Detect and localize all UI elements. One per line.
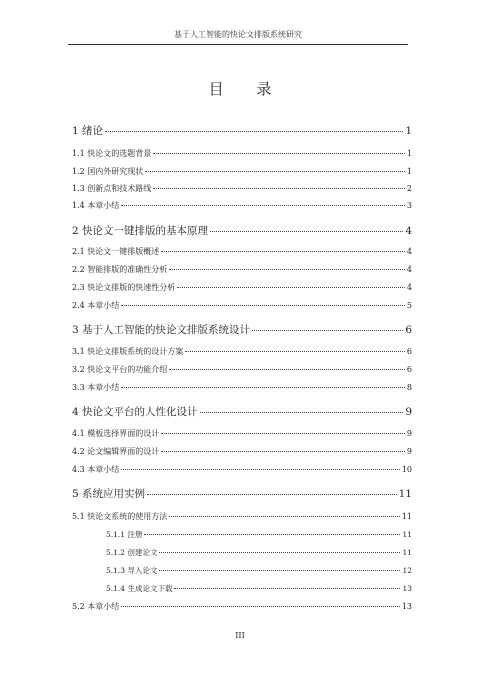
toc-leader-dots: [147, 494, 397, 495]
toc-entry-label: 4.1 模板选择界面的设计: [72, 429, 160, 438]
toc-entry-page: 11: [402, 530, 412, 539]
toc-entry[interactable]: [72, 264, 412, 275]
toc-leader-dots: [169, 516, 400, 517]
toc-entry-page: 6: [405, 324, 412, 336]
toc-entry-label: 3.3 本章小结: [72, 383, 120, 392]
toc-leader-dots: [252, 330, 403, 331]
toc-entry-page: 1: [405, 125, 412, 137]
toc-entry-label: 1.1 快论文的选题背景: [72, 149, 152, 158]
toc-entry[interactable]: [72, 487, 412, 501]
toc-entry-label: 5.1.3 导入论文: [106, 566, 158, 575]
toc-entry[interactable]: [72, 511, 412, 522]
toc-entry[interactable]: [72, 464, 412, 475]
toc-entry-page: 9: [406, 447, 412, 456]
toc-entry-label: 2.3 快论文排版的快速性分析: [72, 283, 176, 292]
toc-leader-dots: [105, 131, 403, 132]
toc-leader-dots: [161, 251, 405, 252]
toc-entry-label: 1.2 国内外研究现状: [72, 167, 144, 176]
toc-entry-label: 3 基于人工智能的快论文排版系统设计: [72, 324, 251, 336]
toc-entry[interactable]: [72, 405, 412, 419]
toc-entry-page: 12: [402, 566, 412, 575]
toc-entry-page: 4: [406, 283, 412, 292]
toc-entry[interactable]: [72, 446, 412, 457]
toc-entry-page: 4: [405, 225, 412, 237]
toc-entry-page: 5: [406, 301, 412, 310]
toc-entry-label: 5 系统应用实例: [72, 488, 146, 500]
toc-entry-label: 1 绪论: [72, 125, 104, 137]
toc-entry-page: 1: [406, 149, 412, 158]
toc-leader-dots: [145, 171, 405, 172]
toc-entry-label: 4.3 本章小结: [72, 465, 120, 474]
toc-entry-page: 8: [406, 383, 412, 392]
toc-entry-label: 3.1 快论文排版系统的设计方案: [72, 347, 184, 356]
toc-entry-label: 2.2 智能排版的准确性分析: [72, 265, 168, 274]
toc-entry[interactable]: [106, 566, 412, 576]
toc-entry-label: 3.2 快论文平台的功能介绍: [72, 365, 168, 374]
toc-title: 目 录: [208, 80, 286, 98]
toc-entry[interactable]: [72, 364, 412, 375]
toc-leader-dots: [144, 534, 400, 535]
toc-entry-page: 11: [398, 488, 412, 500]
toc-entry-page: 9: [406, 429, 412, 438]
toc-entry-page: 6: [406, 347, 412, 356]
toc-entry-label: 4.2 论文编辑界面的设计: [72, 447, 160, 456]
toc-entry[interactable]: [106, 530, 412, 540]
toc-leader-dots: [185, 351, 405, 352]
toc-entry[interactable]: [72, 346, 412, 357]
toc-entry-page: 2: [406, 184, 412, 193]
toc-entry-page: 6: [406, 365, 412, 374]
toc-entry-page: 4: [406, 265, 412, 274]
toc-leader-dots: [161, 451, 405, 452]
toc-entry[interactable]: [72, 246, 412, 257]
toc-entry[interactable]: [72, 382, 412, 393]
toc-entry-label: 2.1 快论文一键排版概述: [72, 247, 160, 256]
toc-entry[interactable]: [72, 601, 412, 612]
toc-leader-dots: [210, 231, 403, 232]
toc-leader-dots: [161, 433, 405, 434]
toc-entry[interactable]: [72, 124, 412, 138]
toc-leader-dots: [121, 469, 400, 470]
toc-entry[interactable]: [106, 584, 412, 594]
toc-leader-dots: [177, 287, 405, 288]
toc-entry-label: 2 快论文一键排版的基本原理: [72, 225, 209, 237]
toc-leader-dots: [159, 552, 400, 553]
toc-entry-label: 5.1.1 注册: [106, 530, 143, 539]
page-number: III: [235, 631, 245, 640]
toc-leader-dots: [153, 153, 405, 154]
toc-entry[interactable]: [72, 183, 412, 194]
toc-entry[interactable]: [72, 200, 412, 211]
toc-entry[interactable]: [106, 548, 412, 558]
toc-leader-dots: [121, 305, 405, 306]
toc-entry[interactable]: [72, 323, 412, 337]
toc-entry[interactable]: [72, 166, 412, 177]
toc-leader-dots: [169, 369, 405, 370]
toc-entry-label: 4 快论文平台的人性化设计: [72, 406, 198, 418]
toc-leader-dots: [121, 205, 405, 206]
toc-entry-label: 5.1 快论文系统的使用方法: [72, 512, 168, 521]
toc-entry-page: 10: [401, 465, 412, 474]
toc-entry[interactable]: [72, 428, 412, 439]
toc-leader-dots: [121, 606, 400, 607]
toc-entry-label: 5.1.4 生成论文下载: [106, 584, 173, 593]
toc-entry[interactable]: [72, 148, 412, 159]
toc-leader-dots: [200, 412, 404, 413]
toc-entry-label: 5.2 本章小结: [72, 602, 120, 611]
toc-entry-page: 11: [402, 548, 412, 557]
toc-leader-dots: [121, 387, 405, 388]
toc-entry-label: 1.4 本章小结: [72, 201, 120, 210]
toc-entry-page: 1: [406, 167, 412, 176]
toc-entry[interactable]: [72, 300, 412, 311]
toc-entry-page: 3: [406, 201, 412, 210]
toc-entry[interactable]: [72, 224, 412, 238]
toc-leader-dots: [159, 570, 400, 571]
toc-entry-label: 2.4 本章小结: [72, 301, 120, 310]
toc-leader-dots: [174, 588, 400, 589]
toc-entry-label: 5.1.2 创建论文: [106, 548, 158, 557]
toc-entry-label: 1.3 创新点和技术路线: [72, 184, 152, 193]
running-header: 基于人工智能的快论文排版系统研究: [174, 30, 302, 39]
toc-leader-dots: [169, 269, 405, 270]
toc-entry-page: 9: [405, 406, 412, 418]
toc-entry-page: 11: [401, 512, 412, 521]
toc-entry-page: 4: [406, 247, 412, 256]
toc-entry[interactable]: [72, 282, 412, 293]
toc-leader-dots: [153, 188, 405, 189]
toc-entry-page: 13: [401, 602, 412, 611]
toc-entry-page: 13: [402, 584, 412, 593]
